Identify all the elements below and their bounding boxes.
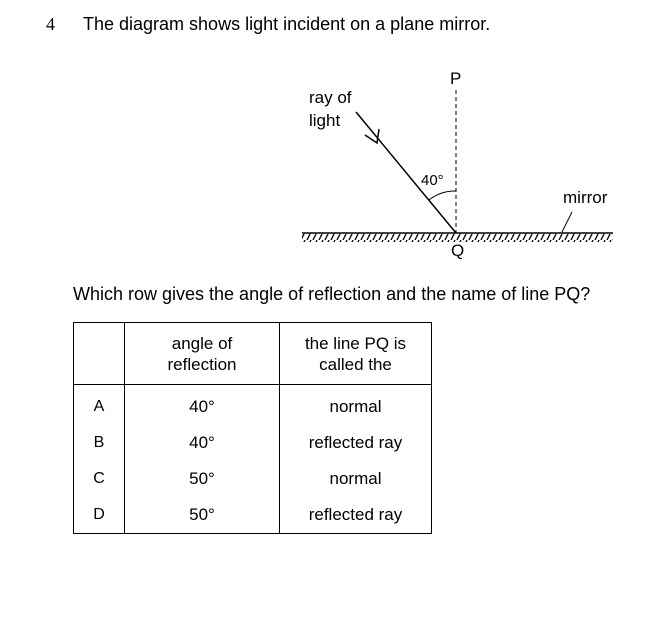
row-letter: A	[74, 385, 125, 426]
row-letter: D	[74, 497, 125, 534]
mirror-leader-line	[562, 212, 572, 232]
table-row	[74, 385, 432, 426]
table-header-row	[74, 323, 432, 385]
row-name: reflected ray	[280, 425, 432, 461]
row-letter: C	[74, 461, 125, 497]
header-angle-cell	[125, 323, 280, 385]
question-prompt: Which row gives the angle of reflection and the name of line PQ?	[73, 284, 591, 304]
mirror-label: mirror	[563, 188, 608, 207]
answer-table	[73, 322, 432, 534]
ray-label-line1: ray of	[309, 88, 352, 107]
ray-label-line2: light	[309, 111, 341, 130]
row-name: reflected ray	[280, 497, 432, 534]
table-row	[74, 461, 432, 497]
header-angle-line2: reflection	[167, 354, 237, 374]
row-angle: 50°	[125, 497, 280, 534]
angle-arc	[429, 191, 456, 200]
row-letter: B	[74, 425, 125, 461]
angle-label: 40°	[421, 172, 444, 189]
row-angle: 50°	[125, 461, 280, 497]
table-row	[74, 497, 432, 534]
row-angle: 40°	[125, 425, 280, 461]
table-row	[74, 425, 432, 461]
header-line-line2: called the	[319, 354, 392, 374]
row-name: normal	[280, 461, 432, 497]
header-line-line1: the line PQ is	[304, 333, 407, 353]
mirror-diagram	[0, 0, 659, 280]
row-name: normal	[280, 385, 432, 426]
point-q-label: Q	[451, 241, 465, 260]
question-number: 4	[46, 14, 55, 34]
header-letter-cell	[74, 323, 125, 385]
header-angle-line1: angle of	[171, 333, 233, 353]
row-angle: 40°	[125, 385, 280, 426]
header-line-cell	[280, 323, 432, 385]
point-p-label: P	[450, 69, 462, 88]
question-text: The diagram shows light incident on a plane mirror.	[83, 14, 491, 34]
